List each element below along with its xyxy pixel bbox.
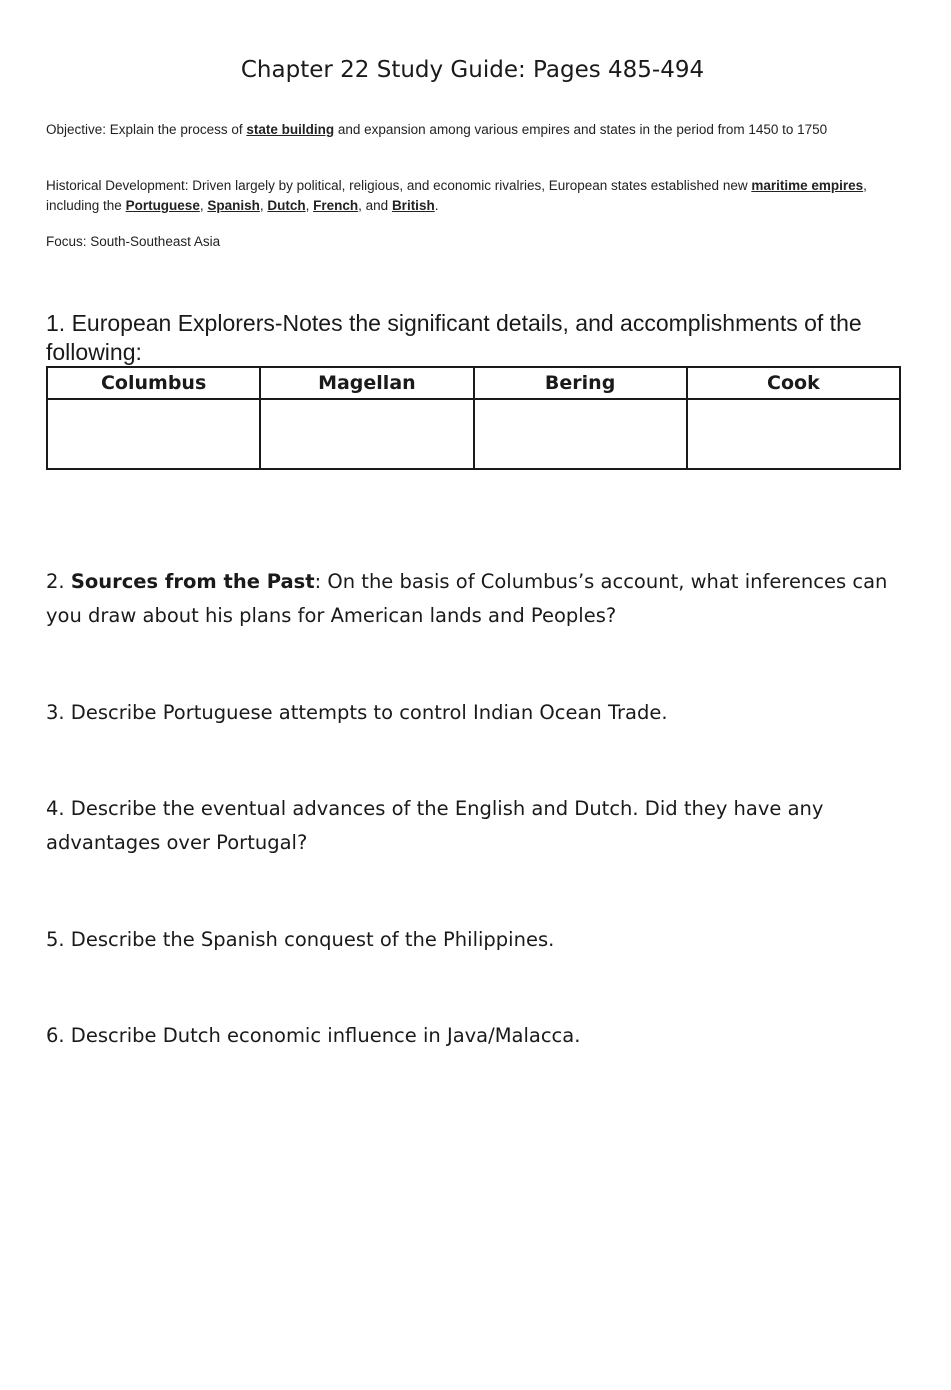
explorers-table: [46, 366, 901, 470]
table-row: [47, 399, 900, 469]
answer-cell-cook[interactable]: [687, 399, 900, 469]
column-header-bering: Bering: [474, 367, 687, 399]
question-2-rest: : On the basis of Columbus’s account, what inferences can you draw about his plans for American lands and Peoples?: [46, 570, 888, 627]
term-portuguese: Portuguese: [125, 198, 200, 213]
answer-cell-columbus[interactable]: [47, 399, 260, 469]
page-title: Chapter 22 Study Guide: Pages 485-494: [240, 57, 705, 83]
question-4: 4. Describe the eventual advances of the English and Dutch. Did they have any advantages over Portugal?: [46, 797, 824, 854]
answer-cell-bering[interactable]: [474, 399, 687, 469]
separator: ,: [199, 198, 208, 213]
column-header-cook: Cook: [687, 367, 900, 399]
historical-mid: , including the: [46, 178, 867, 213]
term-british: British: [391, 198, 435, 213]
objective-prefix: Objective: Explain the process of: [46, 122, 247, 137]
objective-text: [46, 120, 908, 140]
objective-suffix: and expansion among various empires and states in the period from 1450 to 1750: [334, 122, 828, 137]
objective-term: state building: [246, 122, 335, 137]
separator: , and: [358, 198, 392, 213]
column-header-magellan: Magellan: [260, 367, 473, 399]
term-french: French: [313, 198, 359, 213]
question-2: [46, 565, 906, 633]
historical-end: .: [434, 198, 439, 213]
question-5: 5. Describe the Spanish conquest of the Philippines.: [46, 928, 555, 951]
focus-text: Focus: South-Southeast Asia: [46, 234, 221, 249]
historical-development-text: [46, 176, 908, 216]
question-2-number: 2.: [46, 570, 71, 593]
column-header-columbus: Columbus: [47, 367, 260, 399]
historical-prefix: Historical Development: Driven largely by political, religious, and economic rivalries, European states established new: [46, 178, 752, 193]
answer-cell-magellan[interactable]: [260, 399, 473, 469]
question-3: 3. Describe Portuguese attempts to control Indian Ocean Trade.: [46, 701, 668, 724]
separator: ,: [305, 198, 314, 213]
question-2-bold: Sources from the Past: [70, 570, 315, 593]
table-header-row: [47, 367, 900, 399]
term-spanish: Spanish: [207, 198, 260, 213]
term-maritime-empires: maritime empires: [751, 178, 864, 193]
question-1: 1. European Explorers-Notes the significant details, and accomplishments of the following:: [46, 310, 862, 365]
separator: ,: [259, 198, 268, 213]
question-6: 6. Describe Dutch economic influence in Java/Malacca.: [46, 1024, 581, 1047]
term-dutch: Dutch: [267, 198, 306, 213]
